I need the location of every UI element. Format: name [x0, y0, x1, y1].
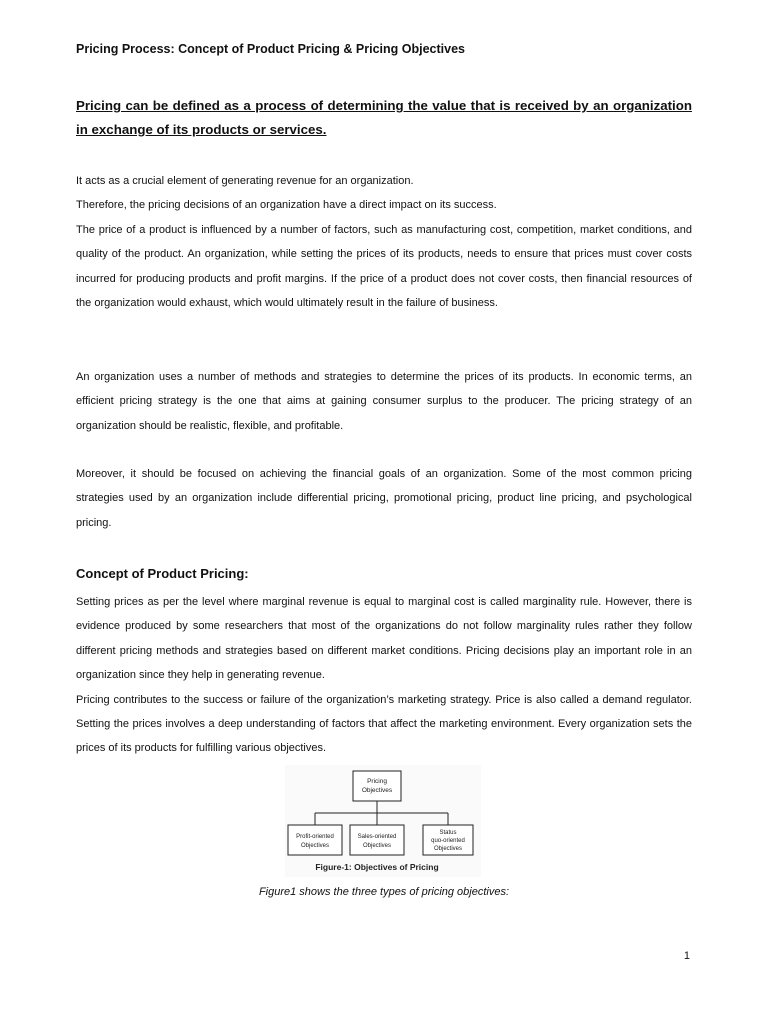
- concept-paragraph-1: Setting prices as per the level where marginal revenue is equal to marginal cost is called marginality rule. However, there is evidence produced by some researchers that most of the organizations do not follow marginality rules rather they follow different pricing methods and strategies based on different market conditions. Pricing decisions play an important role in an organization since they help in generating revenue.: [76, 596, 692, 682]
- status-quo-node-line-2: quo-oriented: [431, 838, 465, 844]
- pricing-objectives-figure: [285, 765, 481, 877]
- sales-node-line-1: Sales-oriented: [357, 834, 397, 840]
- concept-paragraph-2: Pricing contributes to the success or failure of the organization’s marketing strategy. Price is also called a demand regulator. Setting the prices involves a deep understanding of factors that affect the marketing environment. Every organization sets the prices of its products for fulfilling various objectives.: [76, 693, 692, 755]
- section-heading: Concept of Product Pricing:: [76, 566, 249, 581]
- page-title: Pricing Process: Concept of Product Pricing & Pricing Objectives: [76, 42, 465, 56]
- root-node-line-2: Objectives: [361, 787, 393, 794]
- profit-node: [288, 825, 342, 855]
- strategy-paragraph: An organization uses a number of methods and strategies to determine the prices of its products. In economic terms, an efficient pricing strategy is the one that aims at gaining consumer surplus to the producer. The pricing strategy of an organization should be realistic, flexible, and profitable.: [76, 371, 692, 432]
- intro-section: [76, 169, 692, 315]
- sales-node-line-2: Objectives: [362, 843, 392, 849]
- root-node: [353, 771, 401, 801]
- profit-node-line-2: Objectives: [300, 843, 330, 849]
- status-quo-node-line-3: Objectives: [433, 846, 463, 852]
- figure-label: Figure-1: Objectives of Pricing: [315, 862, 439, 872]
- intro-paragraph-2: Therefore, the pricing decisions of an organization have a direct impact on its success.: [76, 199, 497, 212]
- goals-paragraph: Moreover, it should be focused on achieving the financial goals of an organization. Some of the most common pricing strategies used by an organization include differential pricing, promotional pricing, product line pricing, and psychological pricing.: [76, 468, 692, 529]
- objectives-tree-diagram: [285, 765, 481, 877]
- figure-caption: Figure1 shows the three types of pricing objectives:: [258, 886, 510, 898]
- concept-section: [76, 590, 692, 761]
- status-quo-node-line-1: Status: [439, 830, 457, 836]
- intro-paragraph-1: It acts as a crucial element of generating revenue for an organization.: [76, 175, 414, 187]
- definition-lead: Pricing can be defined as a process of determining the value that is received by an organization in exchange of its products or services.: [76, 98, 692, 137]
- sales-node: [350, 825, 404, 855]
- page-number: 1: [683, 950, 690, 962]
- profit-node-line-1: Profit-oriented: [296, 834, 334, 840]
- root-node-line-1: Pricing: [367, 778, 387, 785]
- intro-paragraph-3: The price of a product is influenced by a number of factors, such as manufacturing cost, competition, market conditions, and quality of the product. An organization, while setting the prices of its products, needs to ensure that prices must cover costs incurred for producing products and profit margins. If the price of a product does not cover costs, then financial resources of the organization would exhaust, which would ultimately result in the failure of business.: [76, 223, 692, 310]
